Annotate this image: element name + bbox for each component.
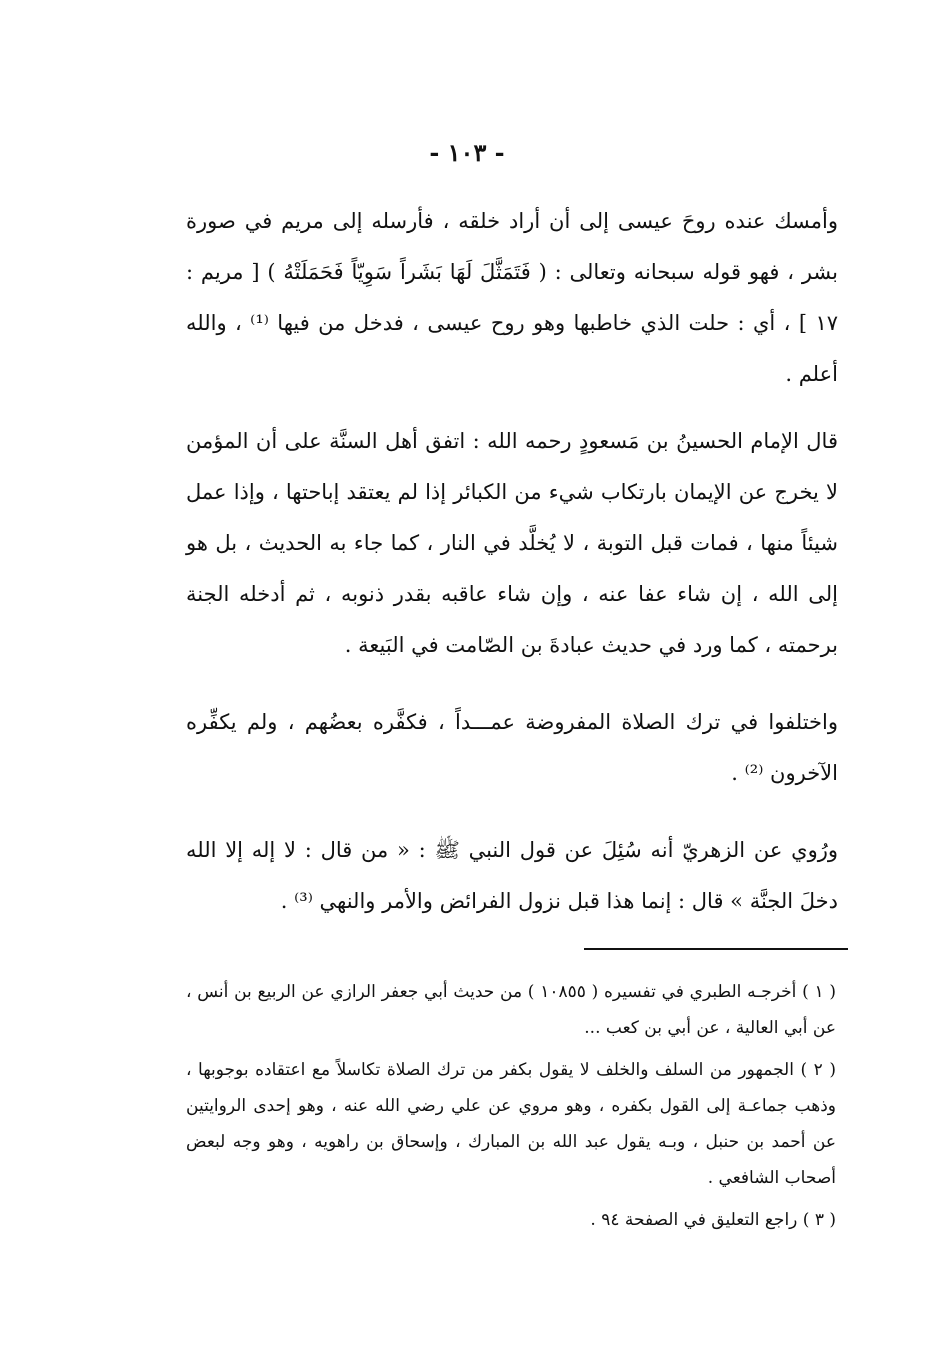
- footnote-1: ( ١ ) أخرجـه الطبري في تفسيره ( ١٠٨٥٥ ) من حديث أبي جعفر الرازي عن الربيع بن أنس ، عن أبي العالية ، عن أبي بن كعب ...: [186, 982, 836, 1038]
- footnote-divider: [584, 948, 848, 950]
- paragraph-creation-of-isa: وأمسك عنده روحَ عيسى إلى أن أراد خلقه ، فأرسله إلى مريم في صورة بشر ، فهو قوله سبحانه وتعالى : ( فَتَمَثَّلَ لَهَا بَشَراً سَوِيّاً فَحَمَلَتْهُ ) [ مريم : ١٧ ] ، أي : حلت الذي خاطبها وهو روح عيسى ، فدخل من فيها ⁽¹⁾ ، والله أعلم .: [186, 209, 838, 386]
- paragraph-leaving-prayer: واختلفوا في ترك الصلاة المفروضة عمـــداً ، فكفَّره بعضُهم ، ولم يكفِّره الآخرون ⁽²⁾ .: [186, 710, 838, 785]
- footnote-2: ( ٢ ) الجمهور من السلف والخلف لا يقول بكفر من ترك الصلاة تكاسلاً مع اعتقاده بوجوبها ، وذهب جماعـة إلى القول بكفره ، وهو مروي عن علي رضي الله عنه ، وهو إحدى الروايتين عن أحمد بن حنبل ، وبـه يقول عبد الله بن المبارك ، وإسحاق بن راهويه ، وهو وجه لبعض أصحاب الشافعي .: [186, 1060, 836, 1188]
- footnote-3: ( ٣ ) راجع التعليق في الصفحة ٩٤ .: [590, 1210, 836, 1230]
- paragraph-ahl-al-sunnah-consensus: قال الإمام الحسينُ بن مَسعودٍ رحمه الله : اتفق أهل السنَّة على أن المؤمن لا يخرج عن الإيمان بارتكاب شيء من الكبائر إذا لم يعتقد إباحتها ، وإذا عمل شيئاً منها ، فمات قبل التوبة ، لا يُخلَّد في النار ، كما جاء به الحديث ، بل هو إلى الله ، إن شاء عفا عنه ، وإن شاء عاقبه بقدر ذنوبه ، ثم أدخله الجنة برحمته ، كما ورد في حديث عبادةَ بن الصّامت في البَيعة .: [186, 429, 838, 657]
- footnotes: [186, 974, 836, 1244]
- page-number: - ١٠٣ -: [429, 138, 505, 167]
- main-text: [186, 196, 838, 953]
- paragraph-zuhri-narration: ورُوي عن الزهريّ أنه سُئِلَ عن قول النبي ﷺ : « من قال : لا إله إلا الله دخلَ الجنَّة » قال : إنما هذا قبل نزول الفرائض والأمر والنهي ⁽³⁾ .: [186, 838, 838, 913]
